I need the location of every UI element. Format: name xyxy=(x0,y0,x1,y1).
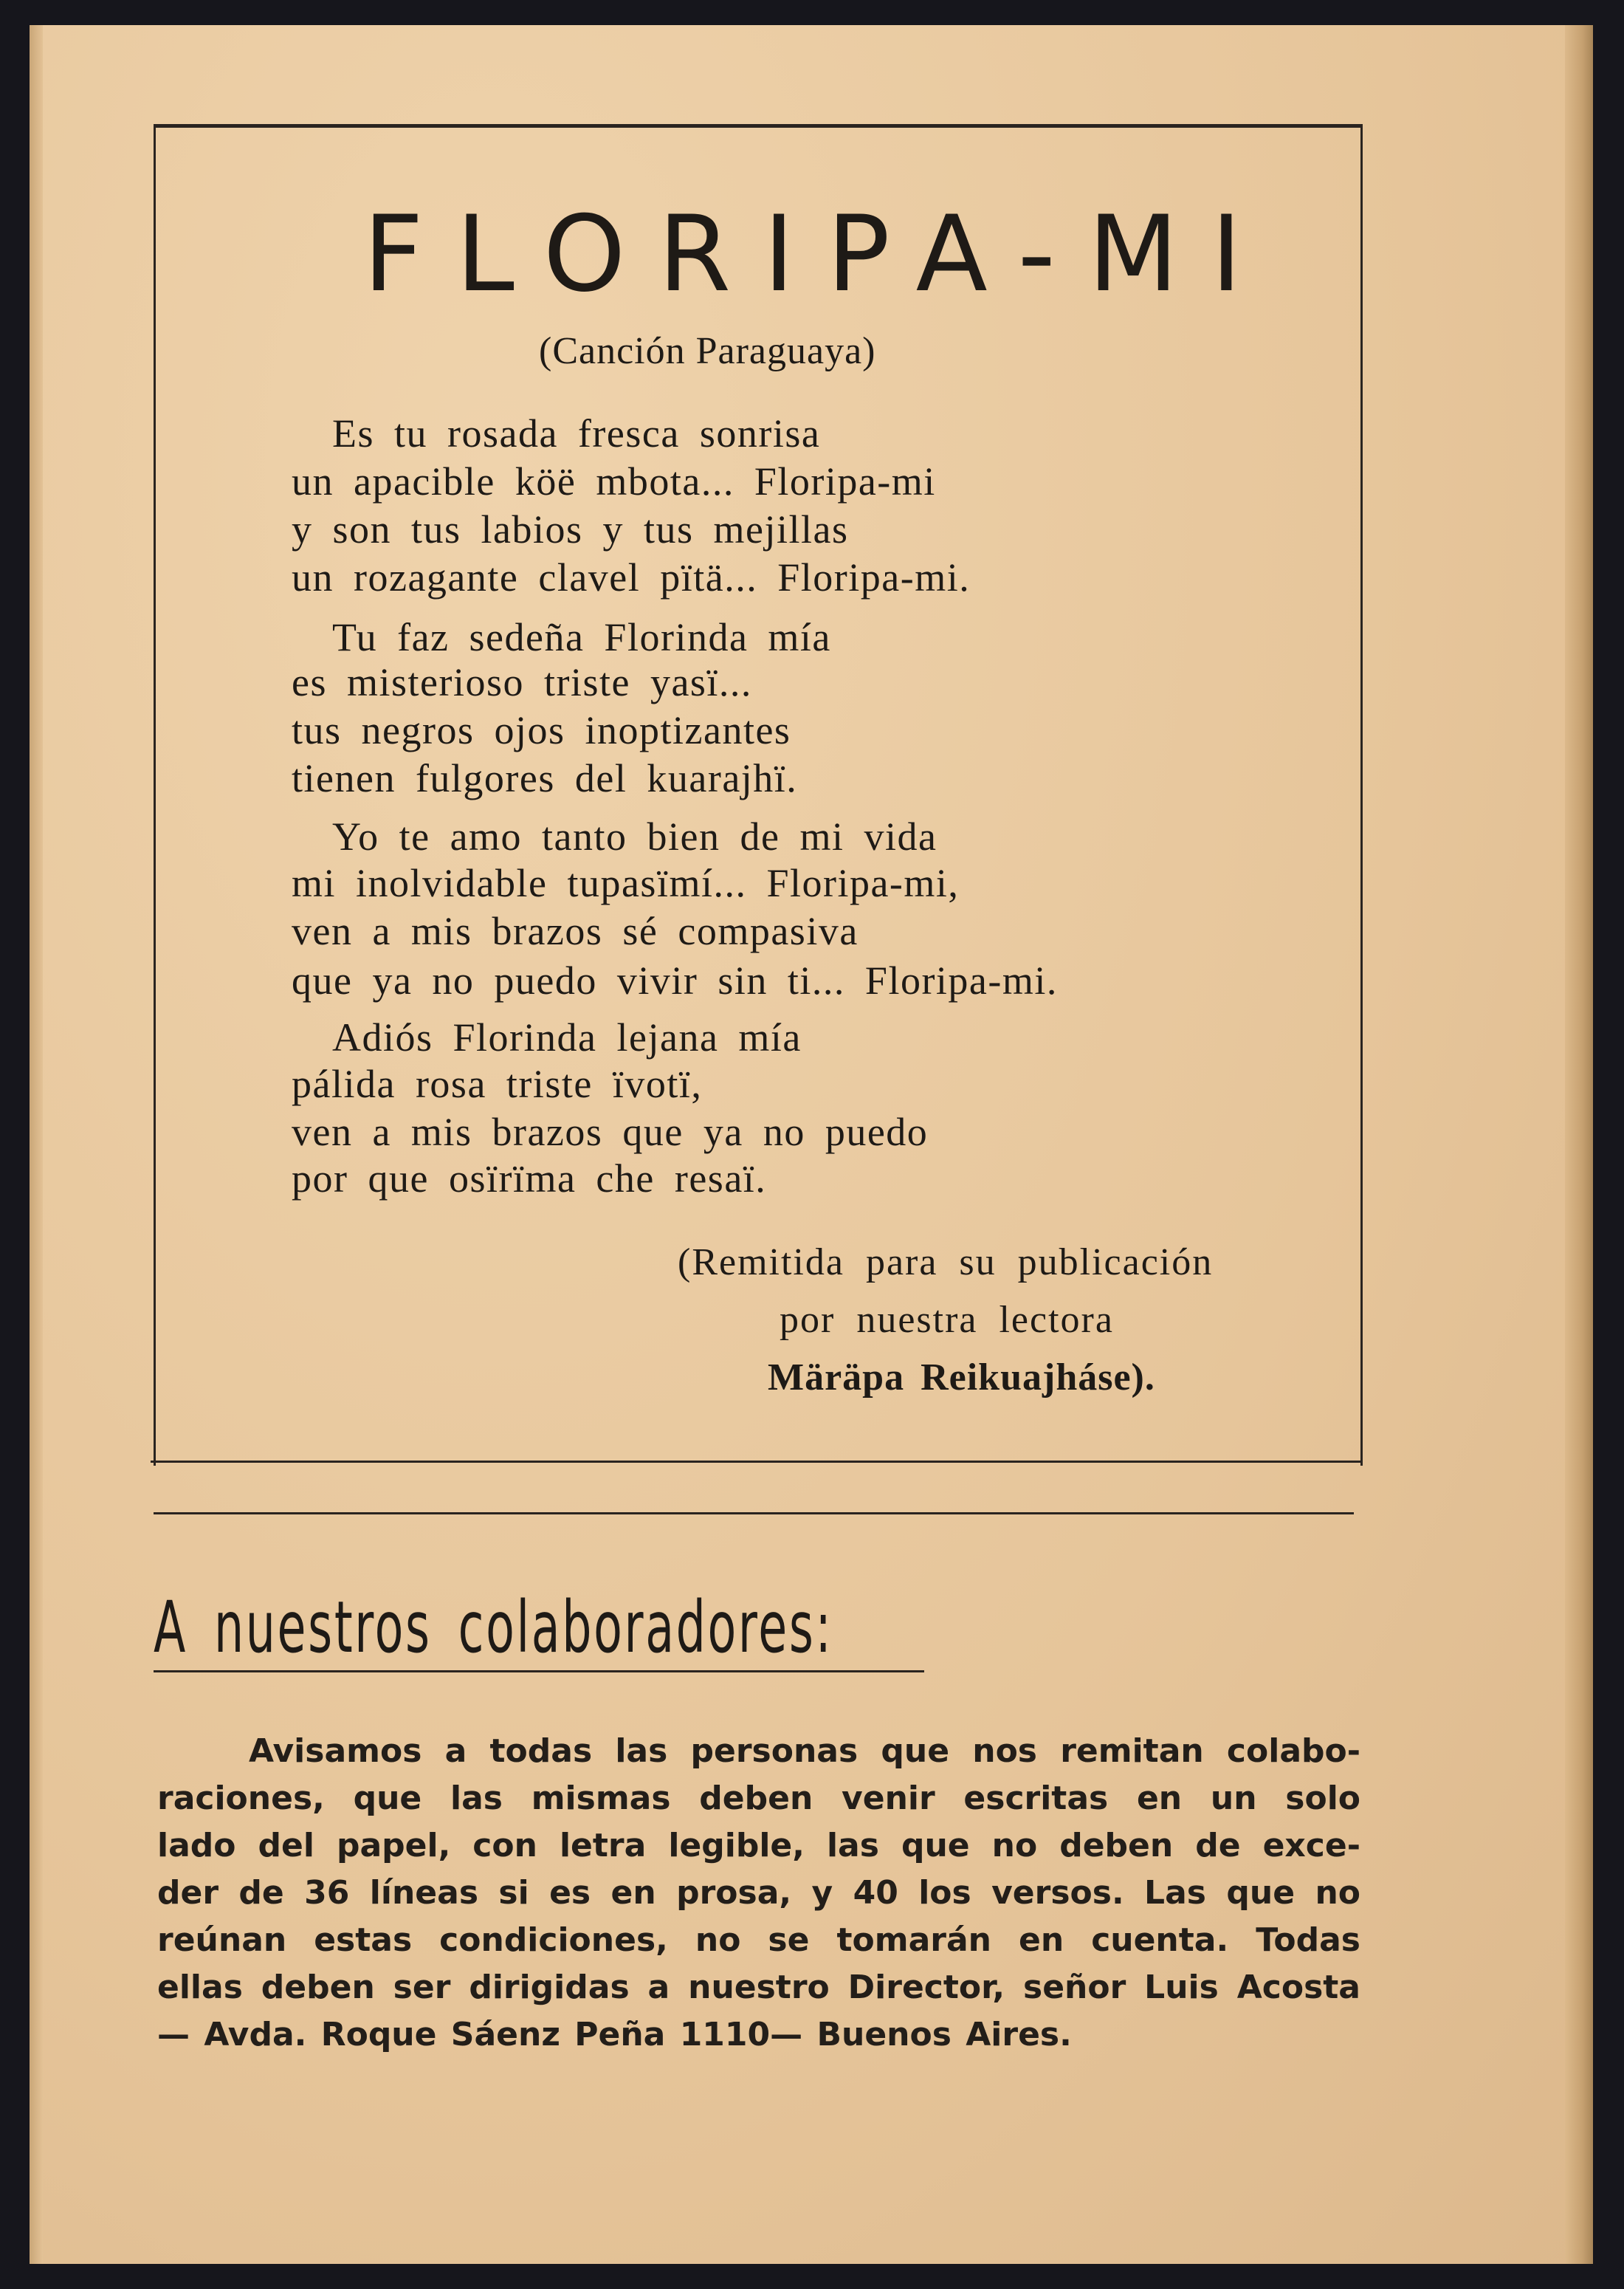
notice-line: reúnan estas condiciones, no se tomarán en cuenta. Todas xyxy=(157,1921,1360,1959)
notice-line: ellas deben ser dirigidas a nuestro Director, señor Luis Acosta xyxy=(157,1969,1360,2006)
notice-heading: A nuestros colaboradores: xyxy=(154,1586,833,1669)
poem-line: un apacible köë mbota... Floripa-mi xyxy=(292,459,936,504)
credit-author: Märäpa Reikuajháse). xyxy=(768,1356,1155,1399)
poem-line: por que osïrïma che resaï. xyxy=(292,1156,767,1201)
notice-line: Avisamos a todas las personas que nos remitan colabo- xyxy=(249,1732,1360,1770)
page-edge-right xyxy=(1565,25,1593,2264)
poem-line: tienen fulgores del kuarajhï. xyxy=(292,756,798,800)
poem-line: ven a mis brazos que ya no puedo xyxy=(292,1110,929,1154)
notice-line: — Avda. Roque Sáenz Peña 1110— Buenos Aires. xyxy=(157,2016,1072,2053)
credit-line: por nuestra lectora xyxy=(780,1299,1114,1341)
notice-line: lado del papel, con letra legible, las que no deben de exce- xyxy=(157,1827,1360,1864)
poem-line: Tu faz sedeña Florinda mía xyxy=(332,615,831,659)
notice-line: raciones, que las mismas deben venir escritas en un solo xyxy=(157,1780,1360,1817)
poem-line: Yo te amo tanto bien de mi vida xyxy=(332,814,937,859)
poem-line: que ya no puedo vivir sin ti... Floripa-mi. xyxy=(292,958,1058,1003)
poem-line: es misterioso triste yasï... xyxy=(292,660,752,704)
poem-subtitle: (Canción Paraguaya) xyxy=(539,330,876,372)
poem-line: ven a mis brazos sé compasiva xyxy=(292,909,859,953)
credit-line: (Remitida para su publicación xyxy=(678,1241,1214,1283)
poem-line: un rozagante clavel pïtä... Floripa-mi. xyxy=(292,555,971,600)
poem-line: Adiós Florinda lejana mía xyxy=(332,1015,802,1060)
page-edge-left xyxy=(30,25,43,2264)
poem-line: tus negros ojos inoptizantes xyxy=(292,708,791,752)
poem-line: mi inolvidable tupasïmí... Floripa-mi, xyxy=(292,861,960,905)
frame-bottom-line xyxy=(151,1461,1361,1463)
notice-line: der de 36 líneas si es en prosa, y 40 los versos. Las que no xyxy=(157,1874,1360,1912)
poem-title: FLORIPA-MI xyxy=(363,193,1275,315)
poem-line: Es tu rosada fresca sonrisa xyxy=(332,411,821,456)
poem-line: pálida rosa triste ïvotï, xyxy=(292,1062,703,1106)
section-divider xyxy=(154,1512,1354,1514)
poem-line: y son tus labios y tus mejillas xyxy=(292,507,849,552)
heading-underline xyxy=(154,1670,924,1672)
